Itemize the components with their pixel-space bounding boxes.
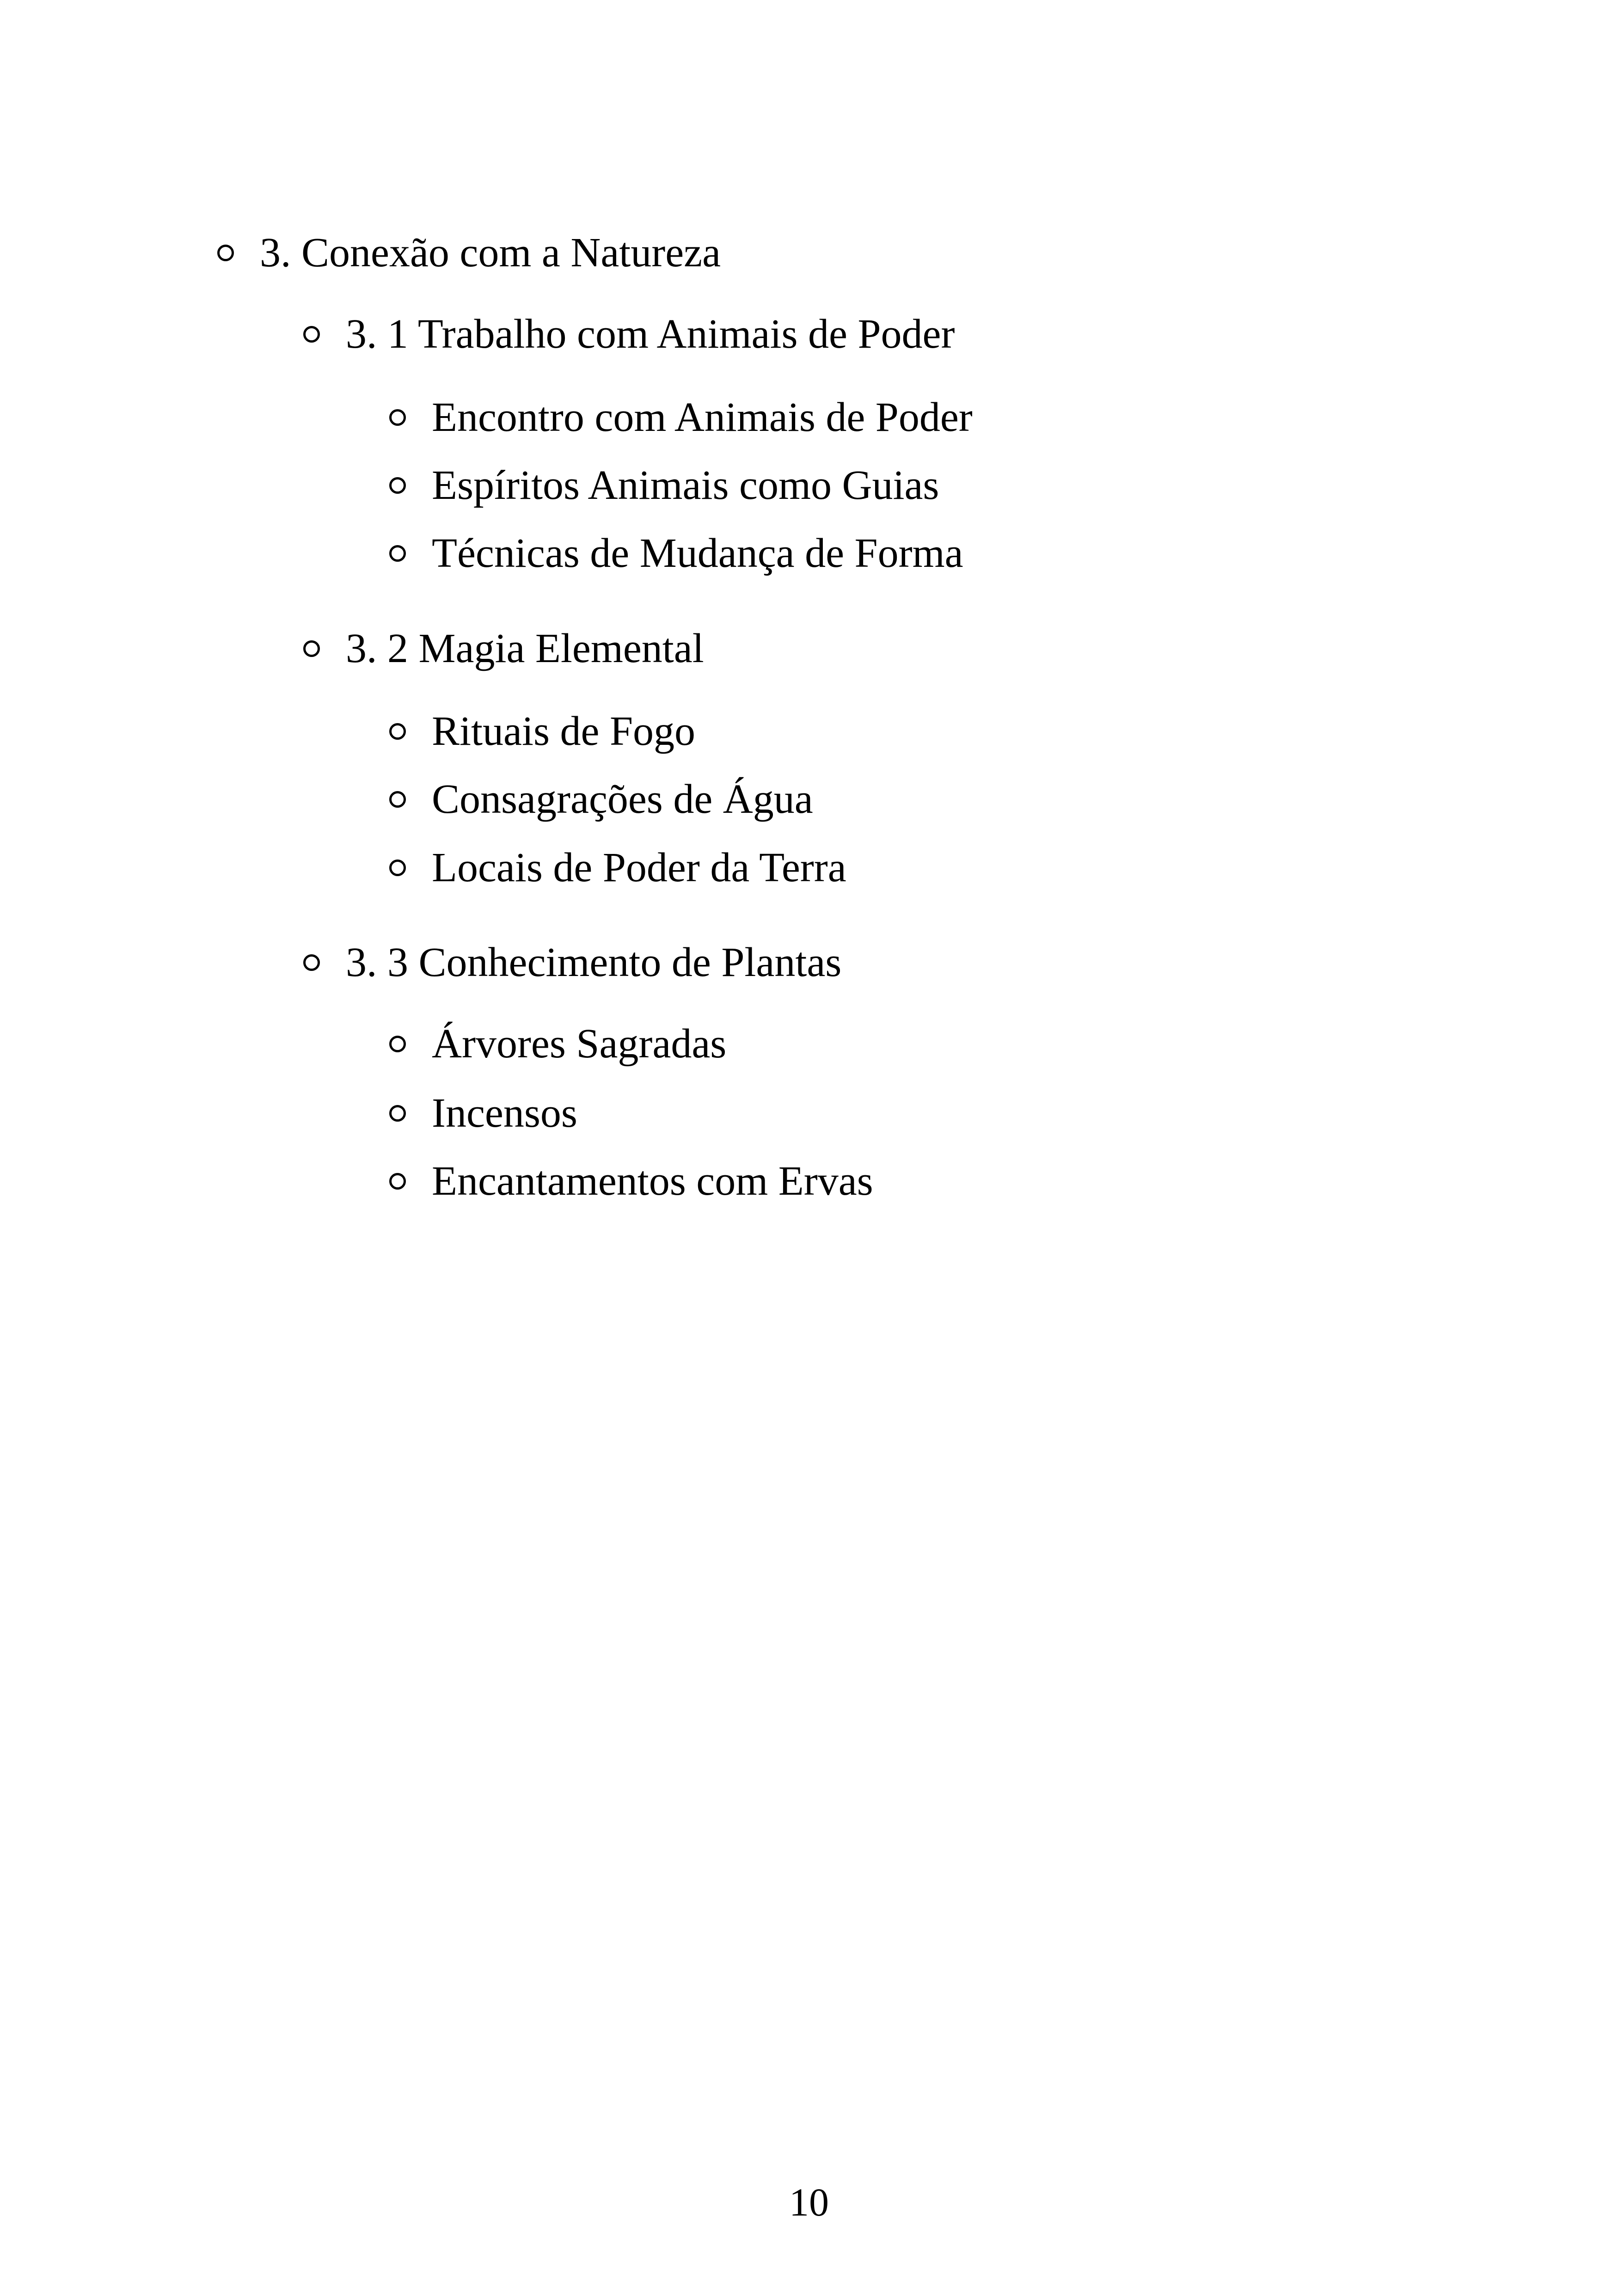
- list-item: [389, 847, 846, 889]
- hollow-bullet-icon: [303, 326, 320, 343]
- section-title-text: 3. 3 Conhecimento de Plantas: [346, 939, 842, 985]
- list-item-text: Técnicas de Mudança de Forma: [432, 530, 963, 576]
- list-item-text: Árvores Sagradas: [432, 1021, 727, 1067]
- hollow-bullet-icon: [389, 1036, 406, 1052]
- list-item-text: Encantamentos com Ervas: [432, 1158, 873, 1204]
- list-item: [389, 776, 813, 822]
- section-title-text: 3. 2 Magia Elemental: [346, 626, 704, 671]
- list-item-text: Espíritos Animais como Guias: [432, 462, 939, 508]
- hollow-bullet-icon: [303, 954, 320, 971]
- heading-text: 3. Conexão com a Natureza: [260, 230, 721, 276]
- list-item: [389, 462, 939, 508]
- section-title-text: 3. 1 Trabalho com Animais de Poder: [346, 311, 955, 357]
- list-item: [389, 708, 696, 754]
- hollow-bullet-icon: [303, 640, 320, 657]
- hollow-bullet-icon: [389, 477, 406, 494]
- list-item: [389, 530, 963, 576]
- hollow-bullet-icon: [389, 545, 406, 562]
- list-item-text: Incensos: [432, 1090, 577, 1136]
- list-item: [389, 1090, 577, 1136]
- section-title: [303, 313, 955, 355]
- hollow-bullet-icon: [389, 859, 406, 876]
- hollow-bullet-icon: [389, 1105, 406, 1122]
- page-number: 10: [789, 2180, 829, 2224]
- hollow-bullet-icon: [389, 1173, 406, 1190]
- section-title: [303, 628, 704, 669]
- list-item-text: Encontro com Animais de Poder: [432, 394, 973, 440]
- outline-heading: [217, 232, 721, 274]
- hollow-bullet-icon: [389, 723, 406, 740]
- list-item: [389, 1160, 873, 1202]
- hollow-bullet-icon: [217, 245, 234, 261]
- hollow-bullet-icon: [389, 791, 406, 808]
- list-item-text: Consagrações de Água: [432, 776, 813, 822]
- list-item: [389, 394, 973, 440]
- list-item-text: Locais de Poder da Terra: [432, 845, 846, 890]
- section-title: [303, 939, 842, 985]
- list-item-text: Rituais de Fogo: [432, 708, 696, 754]
- list-item: [389, 1023, 726, 1065]
- hollow-bullet-icon: [389, 409, 406, 426]
